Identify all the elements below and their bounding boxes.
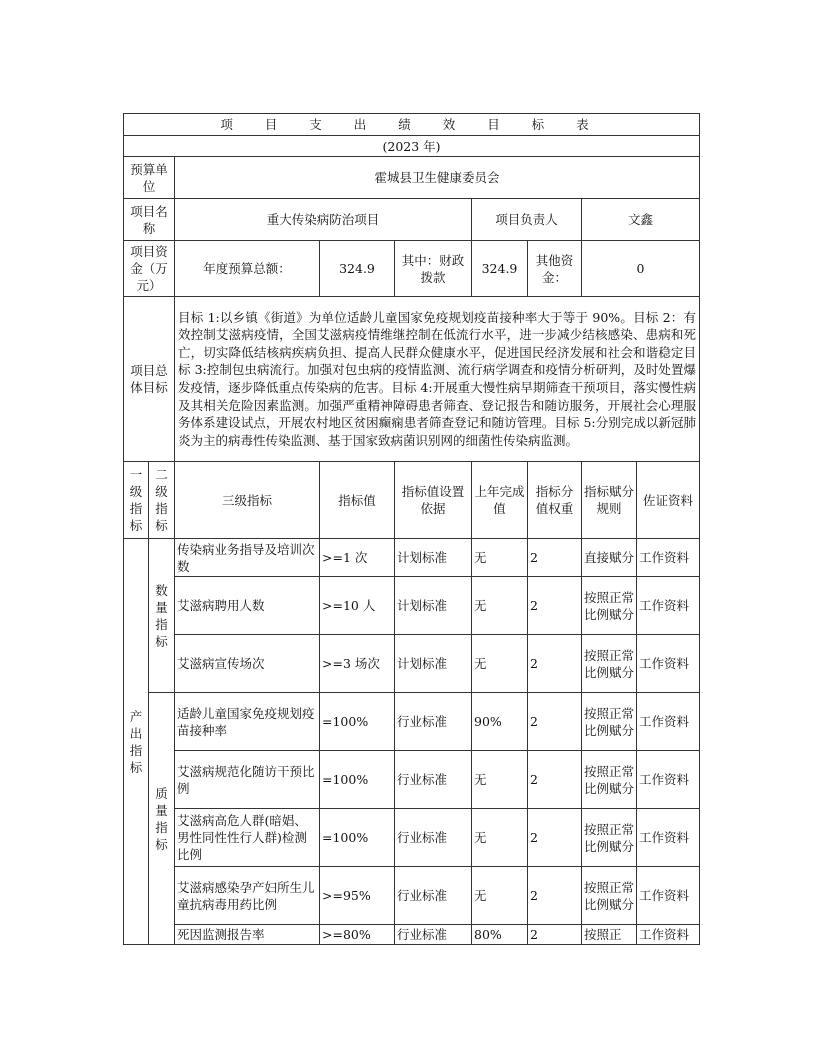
row-name: 适龄儿童国家免疫规划疫苗接种率 — [175, 693, 320, 751]
other-funds-value: 0 — [582, 241, 700, 297]
row-value: =100% — [320, 693, 395, 751]
row-rule: 按照正常比例赋分 — [582, 635, 637, 693]
row-value: >=3 场次 — [320, 635, 395, 693]
row-rule: 按照正常比例赋分 — [582, 693, 637, 751]
annual-budget-label: 年度预算总额： — [175, 241, 320, 297]
row-evidence: 工作资料 — [637, 751, 700, 809]
row-rule: 按照正 — [582, 925, 637, 945]
row-weight: 2 — [528, 867, 582, 925]
table-row — [124, 925, 700, 945]
row-last: 无 — [472, 577, 528, 635]
row-value: >=10 人 — [320, 577, 395, 635]
row-evidence: 工作资料 — [637, 635, 700, 693]
level1-output: 产出指标 — [124, 539, 149, 945]
row-name: 艾滋病规范化随访干预比例 — [175, 751, 320, 809]
row-evidence: 工作资料 — [637, 539, 700, 577]
table-row — [124, 539, 700, 577]
performance-table-page — [123, 113, 697, 945]
row-name: 传染病业务指导及培训次数 — [175, 539, 320, 577]
overall-goal-text: 目标 1:以乡镇《街道》为单位适龄儿童国家免疫规划疫苗接种率大于等于 90%。目标 2：有效控制艾滋病疫情，全国艾滋病疫情维继控制在低流行水平，进一步减少结核感染、患病和死亡，切实降低结核病疾病负担、提高人民群众健康水平，促进国民经济发展和社会和谐稳定目标 3:控制包虫病流行。加强对包虫病的疫情监测、流行病学调查和疫情分析研判，及时处置爆发疫情，逐步降低重点传染病的危害。目标 4:开展重大慢性病早期筛查干预项目，落实慢性病及其相关危险因素监测。加强严重精神障碍患者筛查、登记报告和随访服务，开展社会心理服务体系建设试点，开展农村地区贫困癫痫患者筛查登记和随访管理。目标 5:分别完成以新冠肺炎为主的病毒性传染监测、基于国家致病菌识别网的细菌性传染病监测。 — [175, 297, 700, 462]
row-basis: 行业标准 — [395, 751, 472, 809]
row-weight: 2 — [528, 577, 582, 635]
row-last: 90% — [472, 693, 528, 751]
table-row — [124, 635, 700, 693]
budget-unit-value: 霍城县卫生健康委员会 — [175, 157, 700, 199]
row-value: >=80% — [320, 925, 395, 945]
row-value: =100% — [320, 751, 395, 809]
header-value: 指标值 — [320, 462, 395, 539]
other-funds-label: 其他资金： — [528, 241, 582, 297]
row-evidence: 工作资料 — [637, 867, 700, 925]
row-basis: 行业标准 — [395, 925, 472, 945]
header-last-year: 上年完成值 — [472, 462, 528, 539]
header-basis: 指标值设置依据 — [395, 462, 472, 539]
row-rule: 按照正常比例赋分 — [582, 751, 637, 809]
overall-goal-label: 项目总体目标 — [124, 297, 175, 462]
project-leader-label: 项目负责人 — [472, 199, 582, 241]
funds-label: 项目资金（万元） — [124, 241, 175, 297]
row-basis: 行业标准 — [395, 867, 472, 925]
table-row — [124, 751, 700, 809]
table-row — [124, 693, 700, 751]
budget-unit-label: 预算单位 — [124, 157, 175, 199]
row-value: >=1 次 — [320, 539, 395, 577]
header-weight: 指标分值权重 — [528, 462, 582, 539]
header-evidence: 佐证资料 — [637, 462, 700, 539]
row-rule: 按照正常比例赋分 — [582, 577, 637, 635]
row-value: =100% — [320, 809, 395, 867]
row-last: 80% — [472, 925, 528, 945]
row-last: 无 — [472, 867, 528, 925]
row-basis: 计划标准 — [395, 539, 472, 577]
row-name: 艾滋病高危人群(暗娼、男性同性性行人群)检测比例 — [175, 809, 320, 867]
row-last: 无 — [472, 751, 528, 809]
annual-budget-value: 324.9 — [320, 241, 395, 297]
row-last: 无 — [472, 539, 528, 577]
row-weight: 2 — [528, 693, 582, 751]
fiscal-funds-label: 其中：财政拨款 — [395, 241, 472, 297]
performance-goal-table — [123, 113, 700, 945]
table-row — [124, 867, 700, 925]
row-basis: 行业标准 — [395, 809, 472, 867]
row-last: 无 — [472, 635, 528, 693]
group-quality: 质量指标 — [149, 693, 175, 945]
row-rule: 按照正常比例赋分 — [582, 809, 637, 867]
row-evidence: 工作资料 — [637, 693, 700, 751]
row-name: 艾滋病感染孕产妇所生儿童抗病毒用药比例 — [175, 867, 320, 925]
header-level2: 二级指标 — [149, 462, 175, 539]
row-weight: 2 — [528, 751, 582, 809]
table-title: 项 目 支 出 绩 效 目 标 表 — [124, 114, 700, 136]
row-name: 艾滋病聘用人数 — [175, 577, 320, 635]
row-basis: 计划标准 — [395, 577, 472, 635]
group-quantity: 数量指标 — [149, 539, 175, 693]
table-year: (2023 年) — [124, 136, 700, 157]
table-row — [124, 577, 700, 635]
row-basis: 行业标准 — [395, 693, 472, 751]
row-name: 艾滋病宣传场次 — [175, 635, 320, 693]
project-leader-value: 文鑫 — [582, 199, 700, 241]
header-level3: 三级指标 — [175, 462, 320, 539]
header-rule: 指标赋分规则 — [582, 462, 637, 539]
row-weight: 2 — [528, 635, 582, 693]
row-basis: 计划标准 — [395, 635, 472, 693]
project-name-label: 项目名称 — [124, 199, 175, 241]
row-evidence: 工作资料 — [637, 577, 700, 635]
fiscal-funds-value: 324.9 — [472, 241, 528, 297]
row-evidence: 工作资料 — [637, 925, 700, 945]
header-level1: 一级指标 — [124, 462, 149, 539]
project-name-value: 重大传染病防治项目 — [175, 199, 472, 241]
row-weight: 2 — [528, 925, 582, 945]
row-name: 死因监测报告率 — [175, 925, 320, 945]
row-value: >=95% — [320, 867, 395, 925]
row-rule: 直接赋分 — [582, 539, 637, 577]
row-evidence: 工作资料 — [637, 809, 700, 867]
row-weight: 2 — [528, 809, 582, 867]
row-last: 无 — [472, 809, 528, 867]
row-rule: 按照正常比例赋分 — [582, 867, 637, 925]
table-row — [124, 809, 700, 867]
row-weight: 2 — [528, 539, 582, 577]
